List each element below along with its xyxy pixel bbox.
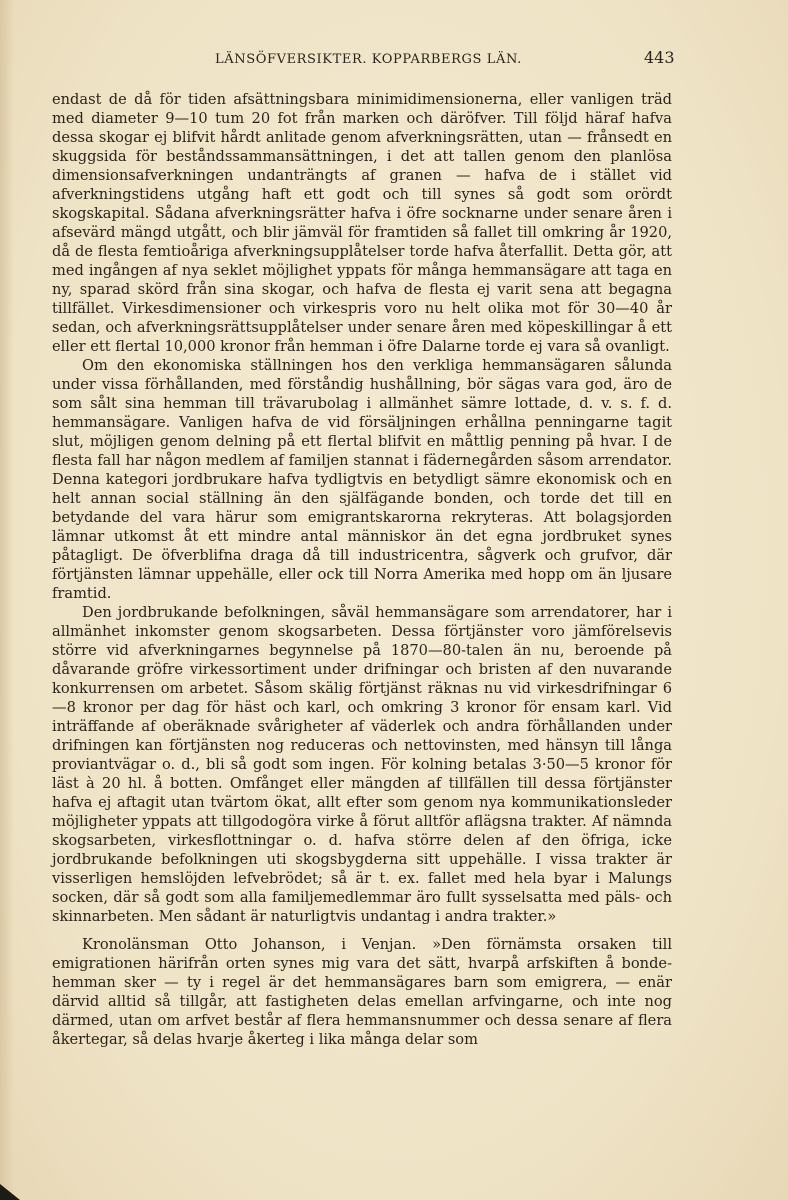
running-title: LÄNSÖFVERSIKTER. KOPPARBERGS LÄN. [215,52,522,67]
running-head [0,48,788,72]
paragraph-continuation: endast de då för tiden afsättningsbara minimidimensionerna, eller vanligen träd med diameter 9—10 tum 20 fot från marken och däröfver. Till följd häraf hafva dessa skogar ej blifvit hårdt anlitade genom afverkningsrätten, utan — frånsedt en skuggsida för beståndssammansättningen, i det att tallen genom den planlösa dimensionsafverkningen undanträngts af granen — hafva de i stället vid afverkningstidens utgång haft ett godt och till synes så godt som orördt skogskapital. Sådana afverkningsrätter hafva i öfre socknarne under senare åren i afsevärd mängd utgått, och blir jämväl för framtiden så fallet till omkring år 1920, då de flesta femtioåriga afverkningsupplåtelser torde hafva återfallit. Detta gör, att med ingången af nya seklet möjlighet yppats för många hemmansägare att taga en ny, sparad skörd från sina skogar, och hafva de flesta ej varit sena att begagna tillfället. Virkesdimensioner och virkespris voro nu helt olika mot för 30—40 år sedan, och afverkningsrättsupplåtelser under senare åren med köpeskillingar å ett eller ett flertal 10,000 kronor från hemman i öfre Dalarne torde ej vara så ovanligt. [52,91,672,355]
paragraph-economic-situation: Om den ekonomiska ställningen hos den verkliga hemmansägaren sålunda under vissa förhållanden, med förståndig hushållning, bör sägas vara god, äro de som sålt sina hemman till trävarubolag i allmänhet sämre lottade, d. v. s. f. d. hemmansägare. Vanligen hafva de vid försäljningen erhållna penningarne tagit slut, möjligen genom delning på ett flertal blifvit en måttlig penning på hvar. I de flesta fall har någon medlem af familjen stannat i fädernegården såsom arrendator. Denna kategori jordbrukare hafva tydligtvis en betydligt sämre ekonomisk och en helt annan social ställning än den själfägande bonden, och torde det till en betydande del vara härur som emigrantskarorna rekryteras. Att bolagsjorden lämnar utkomst åt ett mindre antal människor än det egna jordbruket synes påtagligt. De öfverblifna draga då till industricentra, sågverk och grufvor, där förtjänsten lämnar uppehälle, eller ock till Norra Amerika med hopp om än ljusare framtid. [52,357,672,602]
paragraph-kronolansman-statement: Kronolänsman Otto Johanson, i Venjan. »Den förnämsta orsaken till emigrationen härifrån orten synes mig vara det sätt, hvarpå arfskiften å bondehemman sker — ty i regel är det hemmansägares barn som emigrera, — enär därvid alltid så tillgår, att fastigheten delas emellan arfvingarne, och inte nog därmed, utan om arfvet består af flera hemmansnummer och dessa senare af flera åkertegar, så delas hvarje åkerteg i lika många delar som [52,936,672,1048]
page-edge-shadow [0,0,14,1200]
body-text [52,90,672,1049]
page-number: 443 [644,48,675,67]
page-corner-mark [0,1180,26,1200]
paragraph-forest-work-income: Den jordbrukande befolkningen, såväl hemmansägare som arrendatorer, har i allmänhet inkomster genom skogsarbeten. Dessa förtjänster voro jämförelsevis större vid afverkningarnes begynnelse på 1870—80-talen än nu, beroende på dåvarande gröfre virkessortiment under drifningar och bristen af den nuvarande konkurrensen om arbetet. Såsom skälig förtjänst räknas nu vid virkesdrifningar 6—8 kronor per dag för häst och karl, och omkring 3 kronor för ensam karl. Vid inträffande af oberäknade svårigheter af väderlek och andra förhållanden under drifningen kan förtjänsten nog reduceras och nettovinsten, med hänsyn till långa proviantvägar o. d., bli så godt som ingen. För kolning betalas 3·50—5 kronor för läst à 20 hl. å botten. Omfånget eller mängden af tillfällen till dessa förtjänster hafva ej aftagit utan tvärtom ökat, allt efter som genom nya kommunikationsleder möjligheter yppats att tillgodogöra virke å förut alltför aflägsna trakter. Af nämnda skogsarbeten, virkesflottningar o. d. hafva större delen af den öfriga, icke jordbrukande befolkningen uti skogsbygderna sitt uppehälle. I vissa trakter är visserligen hemslöjden lefvebrödet; så är t. ex. fallet med hela byar i Malungs socken, där så godt som alla familjemedlemmar äro fullt sysselsatta med päls- och skinnarbeten. Men sådant är naturligtvis undantag i andra trakter.» [52,604,672,925]
